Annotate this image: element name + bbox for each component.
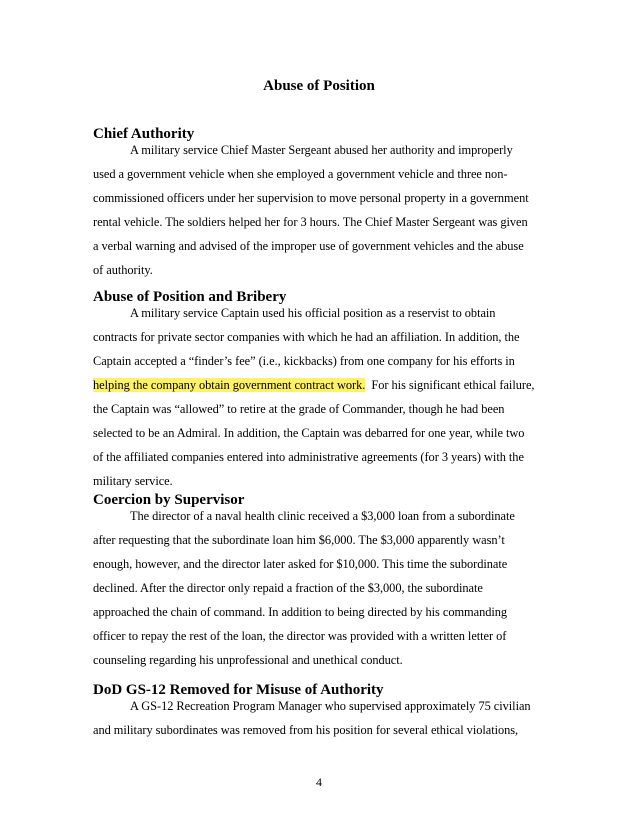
line-text: A GS-12 Recreation Program Manager who supervised approximately 75 civilian — [130, 699, 531, 713]
paragraph-line: Captain accepted a “finder’s fee” (i.e., kickbacks) from one company for his efforts in — [93, 354, 515, 368]
section-dod-gs12 — [93, 682, 548, 742]
section-heading: Chief Authority — [93, 126, 195, 142]
paragraph-line — [93, 138, 548, 162]
page-title: Abuse of Position — [263, 78, 375, 94]
section-abuse-of-position — [93, 289, 548, 493]
paragraph-line — [93, 694, 548, 718]
paragraph-line: the Captain was “allowed” to retire at the grade of Commander, though he had been — [93, 402, 505, 416]
section-heading: Abuse of Position and Bribery — [93, 289, 287, 305]
line-text: The director of a naval health clinic received a $3,000 loan from a subordinate — [130, 509, 515, 523]
paragraph-line: declined. After the director only repaid a fraction of the $3,000, the subordinate — [93, 581, 483, 595]
paragraph-line: of authority. — [93, 263, 153, 277]
paragraph-line: approached the chain of command. In addition to being directed by his commanding — [93, 605, 508, 619]
paragraph-line: a verbal warning and advised of the improper use of government vehicles and the abuse — [93, 239, 524, 253]
section-coercion-by-supervisor — [93, 492, 548, 672]
paragraph-line: of the affiliated companies entered into administrative agreements (for 3 years) with the — [93, 450, 524, 464]
line-text: For his significant ethical failure, — [365, 378, 535, 392]
paragraph-line: officer to repay the rest of the loan, the director was provided with a written letter of — [93, 629, 507, 643]
paragraph-line: counseling regarding his unprofessional and unethical conduct. — [93, 653, 403, 667]
paragraph-line: and military subordinates was removed from his position for several ethical violations, — [93, 723, 519, 737]
paragraph-line: rental vehicle. The soldiers helped her for 3 hours. The Chief Master Sergeant was given — [93, 215, 528, 229]
paragraph-line — [93, 301, 548, 325]
paragraph-line — [93, 373, 548, 397]
paragraph-line: commissioned officers under her supervision to move personal property in a government — [93, 191, 529, 205]
line-text: A military service Captain used his official position as a reservist to obtain — [130, 306, 496, 320]
paragraph-line: after requesting that the subordinate loan him $6,000. The $3,000 apparently wasn’t — [93, 533, 505, 547]
paragraph-line: contracts for private sector companies with which he had an affiliation. In addition, the — [93, 330, 520, 344]
page-number: 4 — [316, 775, 322, 789]
paragraph-line: used a government vehicle when she employed a government vehicle and three non- — [93, 167, 508, 181]
paragraph-line — [93, 504, 548, 528]
paragraph-line: enough, however, and the director later asked for $10,000. This time the subordinate — [93, 557, 508, 571]
section-heading: DoD GS-12 Removed for Misuse of Authority — [93, 682, 384, 698]
section-heading: Coercion by Supervisor — [93, 492, 245, 508]
highlighted-text: helping the company obtain government contract work. — [93, 378, 366, 392]
line-text: A military service Chief Master Sergeant abused her authority and improperly — [130, 143, 513, 157]
paragraph-line: selected to be an Admiral. In addition, the Captain was debarred for one year, while two — [93, 426, 525, 440]
section-chief-authority — [93, 126, 548, 282]
paragraph-line: military service. — [93, 474, 173, 488]
